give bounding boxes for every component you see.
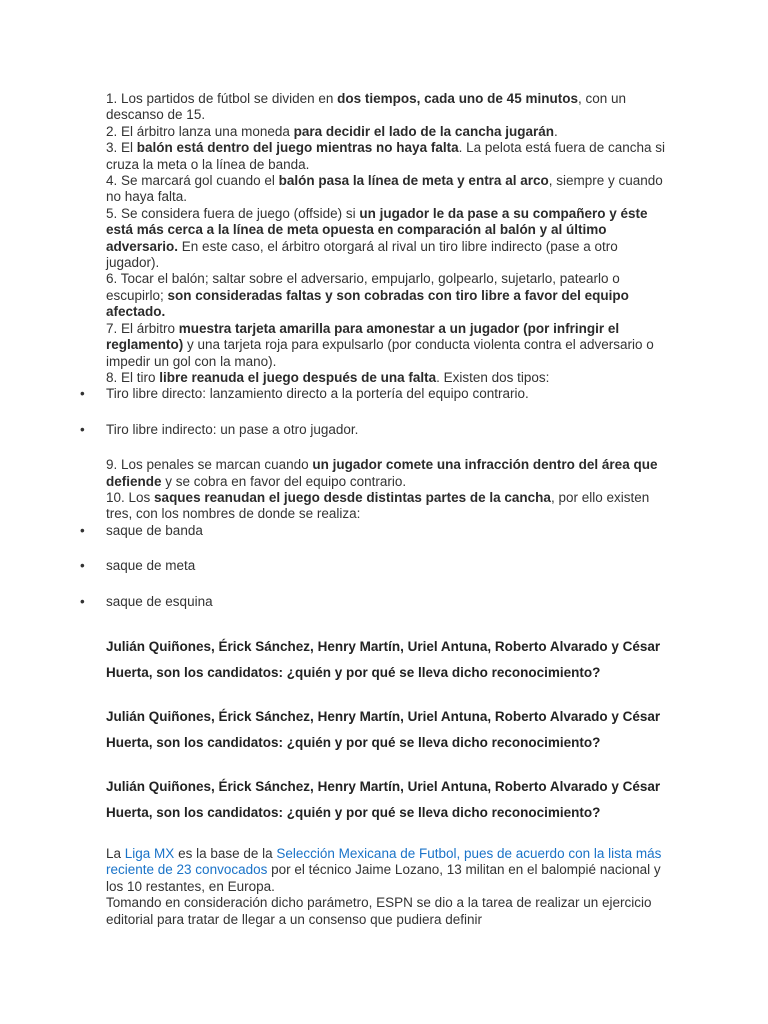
- article-link[interactable]: Liga MX: [124, 845, 175, 861]
- rule-emphasis: balón pasa la línea de meta y entra al arco: [278, 173, 549, 189]
- headline-1: Julián Quiñones, Érick Sánchez, Henry Martín, Uriel Antuna, Roberto Alvarado y César Huerta, son los candidatos: ¿quién y por qué se lleva dicho reconocimiento?: [106, 638, 661, 680]
- rule-emphasis: un jugador comete una infracción dentro del área que defiende: [106, 457, 658, 489]
- article-paragraph-1: [106, 846, 666, 895]
- rule-item: [106, 490, 666, 523]
- free-kick-list: [106, 386, 666, 457]
- rule-text: y se cobra en favor del equipo contrario.: [161, 473, 407, 489]
- rule-text: y una tarjeta roja para expulsarlo (por conducta violenta contra el adversario o impedir un gol con la mano).: [106, 337, 654, 369]
- document-body: [106, 91, 666, 928]
- article-paragraph-2: Tomando en consideración dicho parámetro, ESPN se dio a la tarea de realizar un ejercicio editorial para tratar de llegar a un consenso que pudiera definir: [106, 895, 652, 927]
- rule-item: [106, 140, 666, 173]
- rule-emphasis: libre reanuda el juego después de una falta: [159, 369, 437, 385]
- rules-list-2: [106, 457, 666, 523]
- rule-text: 6. Tocar el balón; saltar sobre el adversario, empujarlo, golpearlo, sujetarlo, patearlo o escupirlo;: [106, 271, 620, 303]
- headline-3: Julián Quiñones, Érick Sánchez, Henry Martín, Uriel Antuna, Roberto Alvarado y César Huerta, son los candidatos: ¿quién y por qué se lleva dicho reconocimiento?: [106, 778, 661, 820]
- list-item: • Tiro libre directo: lanzamiento directo a la portería del equipo contrario.: [106, 386, 666, 402]
- article-text: es la base de la: [174, 845, 277, 861]
- rule-text: . La pelota está fuera de cancha si cruza la meta o la línea de banda.: [106, 140, 665, 172]
- rule-text: , por ello existen tres, con los nombres de donde se realiza:: [106, 489, 650, 522]
- list-item: • saque de meta: [106, 558, 666, 574]
- rule-text: . Existen dos tipos:: [436, 369, 550, 385]
- rule-emphasis: para decidir el lado de la cancha jugarán: [293, 123, 554, 139]
- rule-text: .: [553, 123, 558, 139]
- rule-text: , siempre y cuando no haya falta.: [106, 173, 663, 205]
- rule-text: 4. Se marcará gol cuando el: [106, 173, 279, 189]
- article-text: La: [106, 845, 125, 861]
- rule-item: [106, 124, 666, 140]
- headline-2: Julián Quiñones, Érick Sánchez, Henry Martín, Uriel Antuna, Roberto Alvarado y César Huerta, son los candidatos: ¿quién y por qué se lleva dicho reconocimiento?: [106, 708, 661, 750]
- rule-text: 8. El tiro: [106, 369, 160, 385]
- rule-text: 9. Los penales se marcan cuando: [106, 457, 313, 473]
- rule-text: 7. El árbitro: [106, 320, 179, 336]
- throw-in-list: [106, 523, 666, 610]
- rule-text: En este caso, el árbitro otorgará al rival un tiro libre indirecto (pase a otro jugador).: [106, 238, 618, 271]
- rule-text: 5. Se considera fuera de juego (offside) si: [106, 205, 360, 221]
- rule-emphasis: un jugador le da pase a su compañero y éste está más cerca a la línea de meta opuesta en comparación al balón y al último adversario.: [106, 205, 648, 254]
- rule-item: [106, 91, 666, 124]
- list-item: • Tiro libre indirecto: un pase a otro jugador.: [106, 422, 666, 438]
- article-link[interactable]: Selección Mexicana de Futbol, pues de acuerdo con la lista más reciente de 23 convocados: [106, 845, 662, 878]
- rule-emphasis: balón está dentro del juego mientras no haya falta: [136, 140, 459, 156]
- rule-text: 1. Los partidos de fútbol se dividen en: [106, 91, 338, 106]
- rule-item: [106, 370, 666, 386]
- rule-item: [106, 173, 666, 206]
- rule-item: [106, 206, 666, 272]
- rule-emphasis: son consideradas faltas y son cobradas con tiro libre a favor del equipo afectado.: [106, 287, 629, 320]
- rule-item: [106, 321, 666, 370]
- list-item: • saque de banda: [106, 523, 666, 539]
- rule-text: 3. El: [106, 140, 137, 156]
- rule-item: [106, 271, 666, 320]
- rules-list: [106, 91, 666, 386]
- rule-item: [106, 457, 666, 490]
- article-text: por el técnico Jaime Lozano, 13 militan en el balompié nacional y los 10 restantes, en Europa.: [106, 862, 661, 894]
- rule-emphasis: muestra tarjeta amarilla para amonestar a un jugador (por infringir el reglamento): [106, 320, 620, 353]
- rule-text: 10. Los: [106, 489, 155, 505]
- rule-text: , con un descanso de 15.: [106, 91, 626, 123]
- list-item: • saque de esquina: [106, 594, 666, 610]
- rule-text: 2. El árbitro lanza una moneda: [106, 123, 294, 139]
- rule-emphasis: saques reanudan el juego desde distintas partes de la cancha: [154, 489, 551, 505]
- rule-emphasis: dos tiempos, cada uno de 45 minutos: [337, 91, 578, 106]
